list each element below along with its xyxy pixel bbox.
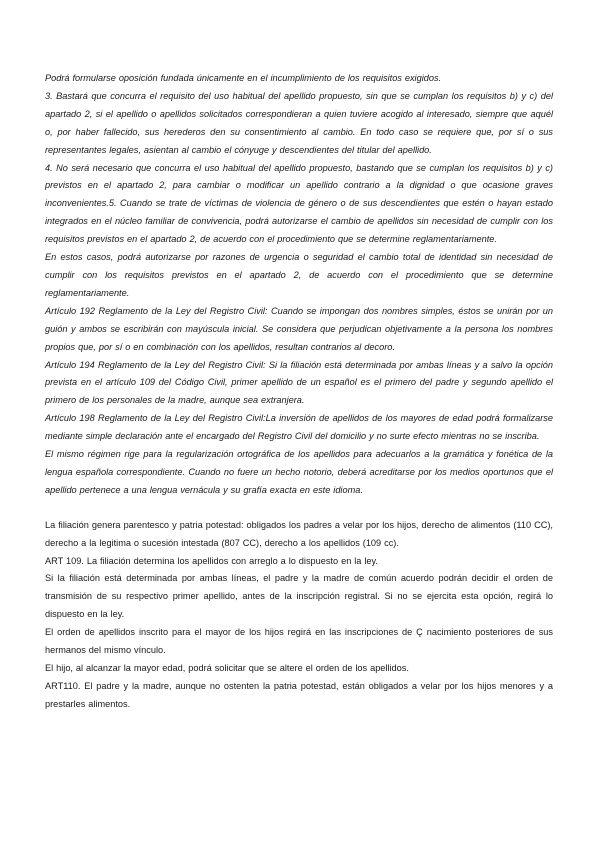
paragraph-point-3: 3. Bastará que concurra el requisito del uso habitual del apellido propuesto, sin que se cumplan los requisitos b) y c) del apartado 2, si el apellido o apellidos solicitados correspondieran a quien tuviere acogido al interesado, siempre que aquél o, por haber fallecido, sus herederos den su consentimiento al cambio. En todo caso se requiere que, por sí o sus representantes legales, asientan al cambio el cónyuge y descendientes del titular del apellido. [45,90,553,155]
paragraph-art-192: Artículo 192 Reglamento de la Ley del Registro Civil: Cuando se impongan dos nombres simples, éstos se unirán por un guión y ambos se escribirán con mayúscula inicial. Se considera que perjudican objetivamente a la persona los nombres propios que, por sí o en combinación con los apellidos, resultan contrarios al decoro. [45,305,553,352]
paragraph-art-109: ART 109. La filiación determina los apellidos con arreglo a lo dispuesto en la ley. [45,555,378,566]
paragraph-art-110: ART110. El padre y la madre, aunque no ostenten la patria potestad, están obligados a velar por los hijos menores y a prestarles alimentos. [45,680,553,709]
italic-section [45,70,553,500]
paragraph-filiation: La filiación genera parentesco y patria potestad: obligados los padres a velar por los hijos, derecho de alimentos (110 CC), derecho a la legitima o sucesión intestada (807 CC), derecho a los apellidos (109 cc). [45,519,553,548]
normal-section [45,517,553,714]
paragraph-art-198: Artículo 198 Reglamento de la Ley del Registro Civil:La inversión de apellidos de los mayores de edad podrá formalizarse mediante simple declaración ante el encargado del Registro Civil del domicilio y no surte efecto mientras no se inscriba. [45,413,553,442]
paragraph-art-194: Artículo 194 Reglamento de la Ley del Registro Civil: Si la filiación está determinada por ambas líneas y a salvo la opción prevista en el artículo 109 del Código Civil, primer apellido de un español es el primero del padre y segundo apellido el primero de los personales de la madre, aunque sea extranjera. [45,359,553,406]
section-gap [45,500,553,517]
paragraph-both-lines: Si la filiación está determinada por ambas líneas, el padre y la madre de común acuerdo podrán decidir el orden de transmisión de su respectivo primer apellido, antes de la inscripción registral. Si no se ejercita esta opción, regirá lo dispuesto en la ley. [45,573,553,620]
paragraph-point-4-5: 4. No será necesario que concurra el uso habitual del apellido propuesto, bastando que se cumplan los requisitos b) y c) previstos en el apartado 2, para cambiar o modificar un apellido contrario a la dignidad o que ocasione graves inconvenientes.5. Cuando se trate de víctimas de violencia de género o de sus descendientes que estén o hayan estado integrados en el núcleo familiar de convivencia, podrá autorizarse el cambio de apellidos sin necesidad de cumplir con los requisitos previstos en el apartado 2, de acuerdo con el procedimiento que se determine reglamentariamente. [45,162,553,245]
paragraph-regularization: El mismo régimen rige para la regularización ortográfica de los apellidos para adecuarlos a la gramática y fonética de la lengua española correspondiente. Cuando no fuere un hecho notorio, deberá acreditarse por los medios oportunos que el apellido pertenece a una lengua vernácula y su grafía exacta en este idioma. [45,449,553,495]
paragraph-opposition: Podrá formularse oposición fundada únicamente en el incumplimiento de los requisitos exigidos. [45,73,442,83]
paragraph-adult-child: El hijo, al alcanzar la mayor edad, podrá solicitar que se altere el orden de los apellidos. [45,663,409,673]
paragraph-urgency: En estos casos, podrá autorizarse por razones de urgencia o seguridad el cambio total de identidad sin necesidad de cumplir con los requisitos previstos en el apartado 2, de acuerdo con el procedimiento que se determine reglamentariamente. [45,252,553,298]
paragraph-order-siblings: El orden de apellidos inscrito para el mayor de los hijos regirá en las inscripciones de Ç nacimiento posteriores de sus hermanos del mismo vínculo. [45,627,553,656]
document-page [45,70,553,714]
